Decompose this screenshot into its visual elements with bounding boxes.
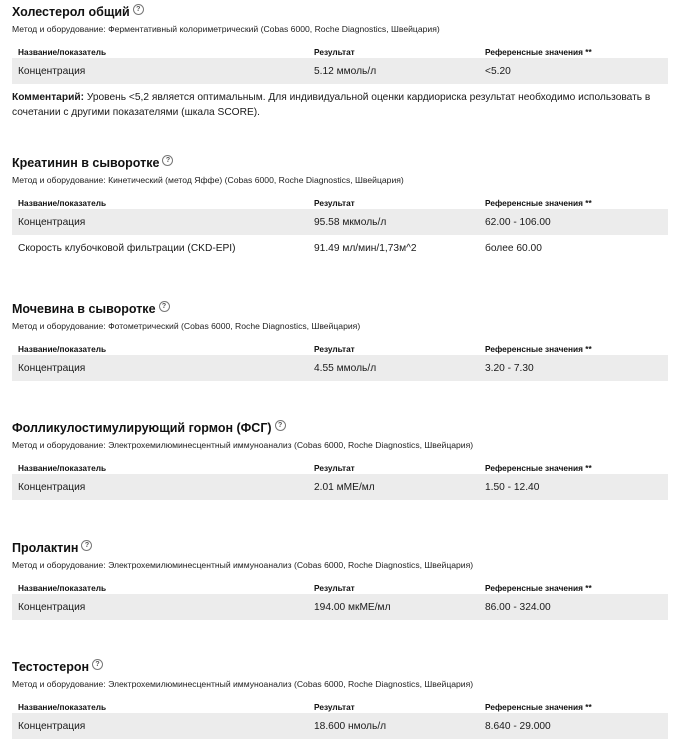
row-name: Концентрация xyxy=(12,474,308,500)
method-text: Метод и оборудование: Ферментативный колориметрический (Cobas 6000, Roche Diagnostics, Швейцария) xyxy=(12,24,440,34)
column-header-name: Название/показатель xyxy=(18,343,107,354)
row-name: Концентрация xyxy=(12,58,308,84)
results-table xyxy=(12,461,668,500)
table-row xyxy=(12,713,668,739)
row-reference: 62.00 - 106.00 xyxy=(479,209,668,235)
column-header-result: Результат xyxy=(314,46,355,57)
method-text: Метод и оборудование: Фотометрический (Cobas 6000, Roche Diagnostics, Швейцария) xyxy=(12,321,361,331)
column-header-reference: Референсные значения ** xyxy=(485,462,592,473)
info-icon[interactable]: ? xyxy=(81,540,92,551)
table-row xyxy=(12,594,668,620)
info-icon[interactable]: ? xyxy=(162,155,173,166)
table-header xyxy=(12,45,668,58)
column-header-result: Результат xyxy=(314,343,355,354)
column-header-name: Название/показатель xyxy=(18,582,107,593)
column-header-reference: Референсные значения ** xyxy=(485,46,592,57)
results-table xyxy=(12,45,668,84)
column-header-name: Название/показатель xyxy=(18,462,107,473)
row-reference: 8.640 - 29.000 xyxy=(479,713,668,739)
section-title: Тестостерон xyxy=(12,660,90,674)
table-header xyxy=(12,461,668,474)
info-icon[interactable]: ? xyxy=(159,301,170,312)
column-header-reference: Референсные значения ** xyxy=(485,582,592,593)
row-name: Концентрация xyxy=(12,713,308,739)
row-result: 2.01 мМЕ/мл xyxy=(308,474,479,500)
comment-label: Комментарий: xyxy=(12,92,84,103)
section-prolactin xyxy=(12,540,668,620)
row-name: Концентрация xyxy=(12,209,308,235)
row-name: Скорость клубочковой фильтрации (CKD-EPI) xyxy=(18,242,236,254)
row-result: 194.00 мкМЕ/мл xyxy=(308,594,479,620)
method-text: Метод и оборудование: Электрохемилюминесцентный иммуноанализ (Cobas 6000, Roche Diagnostics, Швейцария) xyxy=(12,440,474,450)
row-reference: 86.00 - 324.00 xyxy=(479,594,668,620)
column-header-result: Результат xyxy=(314,197,355,208)
section-title: Пролактин xyxy=(12,541,79,555)
section-title: Креатинин в сыворотке xyxy=(12,156,160,170)
comment-text: Уровень <5,2 является оптимальным. Для индивидуальной оценки кардиориска результат необходимо использовать в сочетании с другими показателями (шкала SCORE). xyxy=(12,92,651,118)
results-table xyxy=(12,700,668,739)
table-header xyxy=(12,700,668,713)
column-header-result: Результат xyxy=(314,701,355,712)
column-header-name: Название/показатель xyxy=(18,701,107,712)
column-header-reference: Референсные значения ** xyxy=(485,701,592,712)
results-table xyxy=(12,342,668,381)
row-reference: более 60.00 xyxy=(485,242,542,254)
method-text: Метод и оборудование: Электрохемилюминесцентный иммуноанализ (Cobas 6000, Roche Diagnostics, Швейцария) xyxy=(12,560,474,570)
row-reference: 3.20 - 7.30 xyxy=(479,355,668,381)
table-row xyxy=(12,474,668,500)
column-header-reference: Референсные значения ** xyxy=(485,343,592,354)
row-result: 18.600 нмоль/л xyxy=(308,713,479,739)
row-reference: <5.20 xyxy=(479,58,668,84)
row-reference: 1.50 - 12.40 xyxy=(479,474,668,500)
column-header-reference: Референсные значения ** xyxy=(485,197,592,208)
section-title: Мочевина в сыворотке xyxy=(12,302,156,316)
table-row xyxy=(12,355,668,381)
table-row xyxy=(12,58,668,84)
row-result: 4.55 ммоль/л xyxy=(308,355,479,381)
results-table xyxy=(12,581,668,620)
section-creatinine xyxy=(12,155,668,261)
section-urea xyxy=(12,301,668,381)
row-result: 95.58 мкмоль/л xyxy=(308,209,479,235)
row-name: Концентрация xyxy=(12,355,308,381)
comment xyxy=(12,90,672,120)
section-title: Фолликулостимулирующий гормон (ФСГ) xyxy=(12,421,272,435)
table-row xyxy=(12,235,668,261)
method-text: Метод и оборудование: Электрохемилюминесцентный иммуноанализ (Cobas 6000, Roche Diagnostics, Швейцария) xyxy=(12,679,474,689)
table-header xyxy=(12,342,668,355)
column-header-name: Название/показатель xyxy=(18,197,107,208)
column-header-name: Название/показатель xyxy=(18,46,107,57)
column-header-result: Результат xyxy=(314,462,355,473)
info-icon[interactable]: ? xyxy=(92,659,103,670)
column-header-result: Результат xyxy=(314,582,355,593)
table-header xyxy=(12,581,668,594)
table-header xyxy=(12,196,668,209)
method-text: Метод и оборудование: Кинетический (метод Яффе) (Cobas 6000, Roche Diagnostics, Швейцария) xyxy=(12,175,404,185)
results-table xyxy=(12,196,668,261)
table-row xyxy=(12,209,668,235)
info-icon[interactable]: ? xyxy=(133,4,144,15)
row-result: 91.49 мл/мин/1,73м^2 xyxy=(314,242,417,254)
info-icon[interactable]: ? xyxy=(275,420,286,431)
section-title: Холестерол общий xyxy=(12,5,130,19)
section-testosterone xyxy=(12,659,668,739)
section-fsh xyxy=(12,420,668,500)
row-name: Концентрация xyxy=(12,594,308,620)
section-cholesterol xyxy=(12,4,668,120)
row-result: 5.12 ммоль/л xyxy=(308,58,479,84)
